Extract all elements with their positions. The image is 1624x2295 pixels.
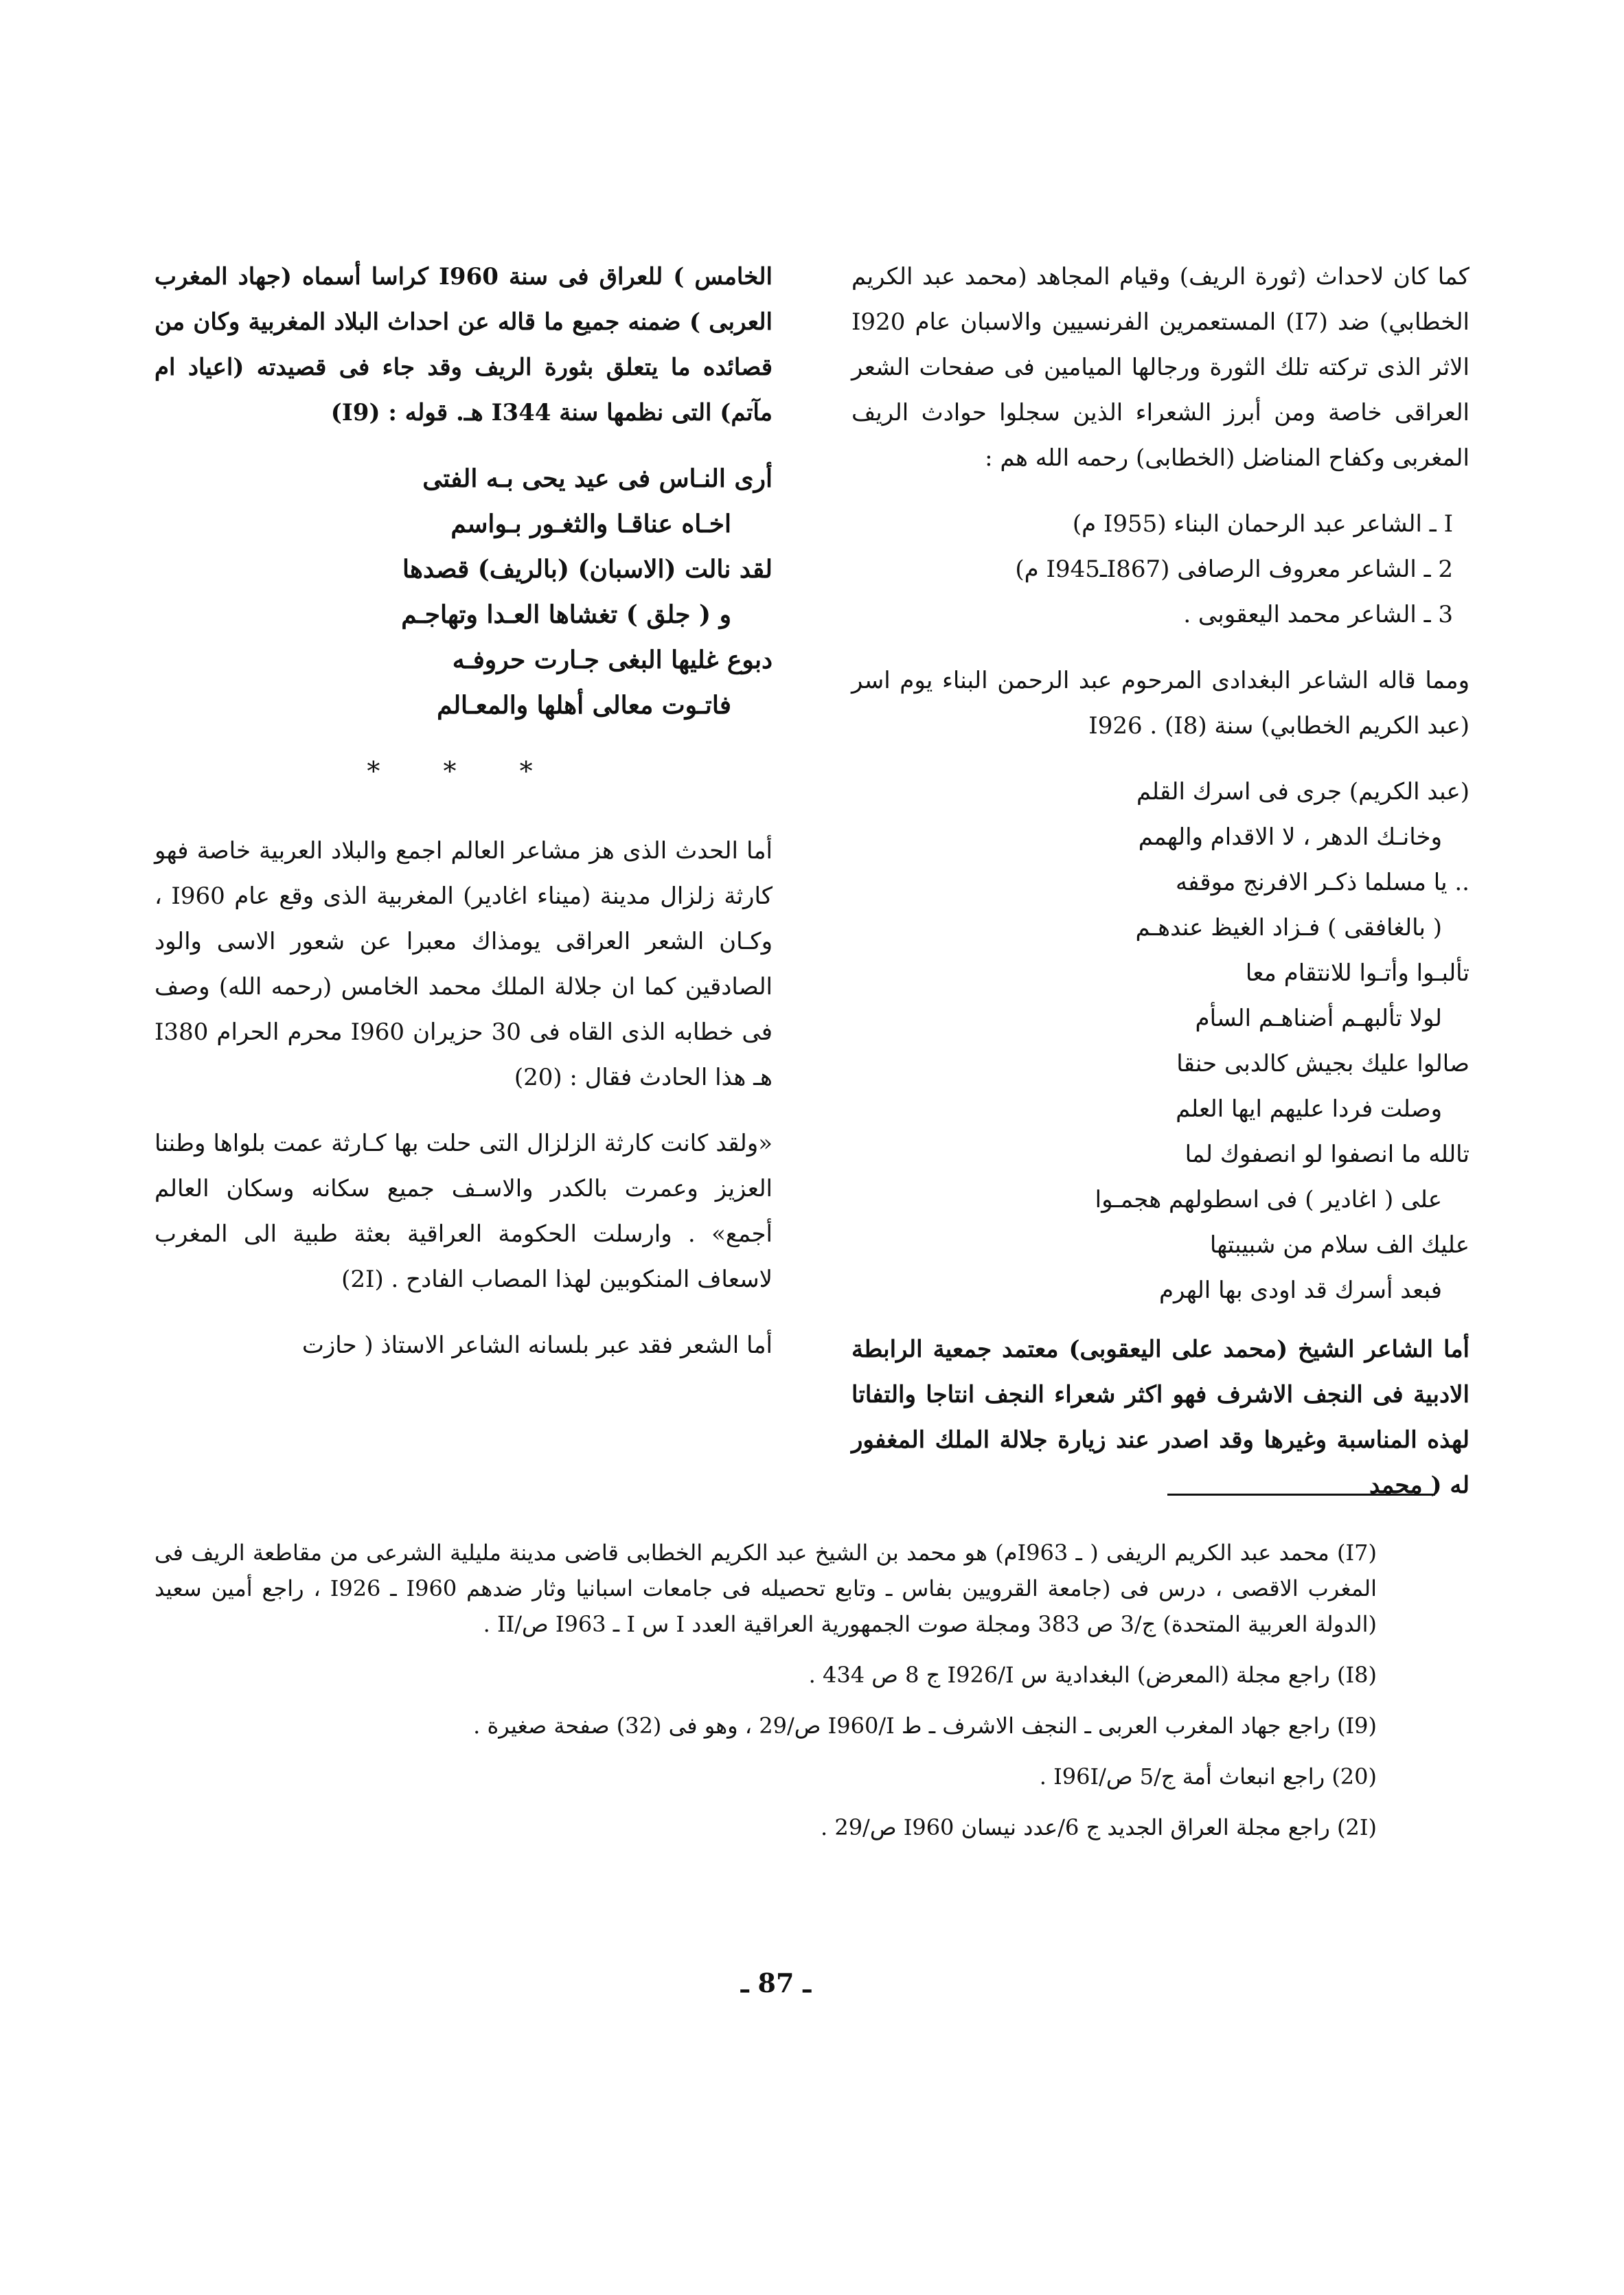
poets-list bbox=[851, 501, 1469, 637]
poem-line: وصلت فردا عليهم ايها العلم bbox=[1176, 1095, 1442, 1123]
poem-line: عليك الف سلام من شبيبتها bbox=[1209, 1231, 1469, 1259]
poem-line: .. يا مسلما ذكـر الافرنج موقفه bbox=[1175, 869, 1469, 896]
footnote: (2I) راجع مجلة العراق الجديد ج 6/عدد نيسان I960 ص/29 . bbox=[820, 1814, 1377, 1840]
poem-line: فبعد أسرك قد اودى بها الهرم bbox=[1158, 1277, 1442, 1304]
list-item: I ـ الشاعر عبد الرحمان البناء (I955 م) bbox=[1072, 510, 1453, 538]
footnote: (I7) محمد عبد الكريم الريفى ( ـ I963م) هو محمد بن الشيخ عبد الكريم الخطابى قاضى مدينة مليلية الشرعى من مقاطعة الريف فى المغرب الاقصى ، درس فى (جامعة القرويين بفاس ـ وتابع تحصيله فى جامعات اسبانيا وثار ضدهم I960 ـ I926 ، راجع أمين سعيد (الدولة العربية المتحدة) ج/3 ص 383 ومجلة صوت الجمهورية العراقية العدد I س I ـ I963 ص/II . bbox=[155, 1540, 1377, 1637]
poem-line: تألبـوا وأتـوا للانتقام معا bbox=[1245, 959, 1469, 987]
page-number: ـ 87 ـ bbox=[741, 1967, 811, 1998]
closing-paragraph: أما الشعر فقد عبر بلسانه الشاعر الاستاذ ( حازت bbox=[301, 1332, 773, 1359]
left-column bbox=[155, 254, 773, 1389]
poem-line: فاتـوت معالى أهلها والمعـالم bbox=[437, 691, 731, 720]
poem-line: وخانـك الدهر ، لا الاقدام والهمم bbox=[1138, 823, 1442, 851]
continuation-paragraph: الخامس ) للعراق فى سنة I960 كراسا أسماه (جهاد المغرب العربى ) ضمنه جميع ما قاله عن احداث البلاد المغربية وكان من قصائده ما يتعلق بثورة الريف وقد جاء فى قصيدته (اعياد ام مآتم) التى نظمها سنة I344 هـ. قوله : (I9) bbox=[155, 263, 773, 426]
earthquake-paragraph: أما الحدث الذى هز مشاعر العالم اجمع والبلاد العربية خاصة فهو كارثة زلزال مدينة (ميناء اغادير) المغربية الذى وقع عام I960 ، وكـان الشعر العراقى يومذاك معبرا عن شعور الاسى والود الصادقين كما ان جلالة الملك محمد الخامس (رحمه الله) وصف فى خطابه الذى القاه فى 30 حزيران I960 محرم الحرام I380 هـ هذا الحادث فقال : (20) bbox=[155, 837, 773, 1091]
right-column bbox=[851, 254, 1469, 1529]
footnotes bbox=[155, 1535, 1377, 1860]
banna-poem bbox=[851, 769, 1469, 1313]
poem-line: (عبد الكريم) جرى فى اسرك القلم bbox=[1136, 778, 1469, 806]
list-item: 2 ـ الشاعر معروف الرصافى (I867ـI945 م) bbox=[1015, 556, 1453, 583]
poem-line: لقد نالت (الاسبان) (بالريف) قصدها bbox=[402, 555, 773, 584]
poem-line: دبوع غليها البغى جـارت حروفـه bbox=[452, 646, 773, 674]
poem-line: ( بالغافقى ) فـزاد الغيظ عندهـم bbox=[1135, 914, 1442, 941]
footnote: (I9) راجع جهاد المغرب العربى ـ النجف الاشرف ـ ط I960/I ص/29 ، وهو فى (32) صفحة صغيرة . bbox=[473, 1713, 1377, 1739]
poem-line: اخـاه عناقـا والثغـور بـواسم bbox=[450, 510, 731, 538]
quote-paragraph: «ولقد كانت كارثة الزلزال التى حلت بها كـارثة عمت بلواها وطننا العزيز وعمرت بالكدر والاسـف جميع سكانه وسكان العالم أجمع» . وارسلت الحكومة العراقية بعثة طبية الى المغرب لاسعاف المنكوبين لهذا المصاب الفادح . (2I) bbox=[155, 1130, 773, 1293]
poem-line: على ( اغادير ) فى اسطولهم هجمـوا bbox=[1095, 1186, 1442, 1213]
footnote: (20) راجع انبعاث أمة ج/5 ص/I96I . bbox=[1039, 1763, 1377, 1790]
section-separator: * * * bbox=[367, 756, 560, 786]
footnote: (I8) راجع مجلة (المعرض) البغدادية س I926/I ج 8 ص 434 . bbox=[808, 1662, 1377, 1688]
poem-line: لولا تألبهـم أضناهـم السأم bbox=[1195, 1005, 1442, 1032]
poem-line: تالله ما انصفوا لو انصفوك لما bbox=[1185, 1141, 1469, 1168]
poem-intro-paragraph: ومما قاله الشاعر البغدادى المرحوم عبد الرحمن البناء يوم اسر (عبد الكريم الخطابي) سنة I926 . (I8) bbox=[851, 667, 1469, 740]
list-item: 3 ـ الشاعر محمد اليعقوبى . bbox=[1183, 601, 1453, 628]
yaqubi-poem bbox=[155, 456, 773, 728]
intro-paragraph: كما كان لاحداث (ثورة الريف) وقيام المجاهد (محمد عبد الكريم الخطابي) ضد (I7) المستعمرين الفرنسيين والاسبان عام I920 الاثر الذى تركته تلك الثورة ورجالها الميامين فى صفحات الشعر العراقى خاصة ومن أبرز الشعراء الذين سجلوا حوادث الريف المغربى وكفاح المناضل (الخطابى) رحمه الله هم : bbox=[851, 263, 1469, 472]
poem-line: و ( جلق ) تغشاها العـدا وتهاجـم bbox=[401, 600, 731, 629]
poem-line: صالوا عليك بجيش كالدبى حنقا bbox=[1176, 1050, 1469, 1077]
yaqubi-paragraph: أما الشاعر الشيخ (محمد على اليعقوبى) معتمد جمعية الرابطة الادبية فى النجف الاشرف فهو اكثر شعراء النجف انتاجا والتفاتا لهذه المناسبة وغيرها وقد اصدر عند زيارة جلالة الملك المغفور له ( محمد bbox=[851, 1336, 1469, 1499]
footnote-rule bbox=[1167, 1494, 1435, 1496]
poem-line: أرى النـاس فى عيد يحى بـه الفتى bbox=[422, 464, 773, 493]
